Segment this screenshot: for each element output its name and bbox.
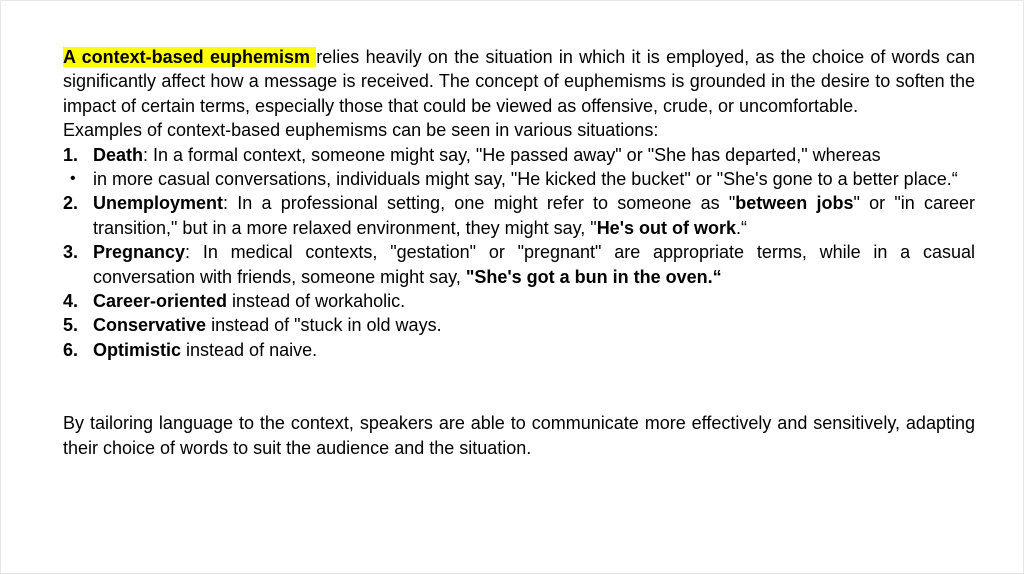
list-term: Death [93,144,144,165]
list-number: 2. [63,193,79,214]
list-text: : In a formal context, someone might say, "He passed away" or "She has departed," whereas [143,144,881,165]
list-number: 1. [63,144,79,165]
slide-content [63,45,975,460]
spacer [63,362,975,411]
list-text: instead of workaholic. [227,291,406,312]
bullet-dot: • [70,170,76,188]
list-number: 4. [63,291,79,312]
list-term: Pregnancy [93,242,186,263]
list-term: Career-oriented [93,291,228,312]
examples-intro: Examples of context-based euphemisms can be seen in various situations: [63,120,659,141]
bullet-text: in more casual conversations, individuals might say, "He kicked the bucket" or "She's gone to a better place.“ [93,169,958,190]
list-item-pregnancy [63,240,975,289]
bullet-item [63,167,975,191]
list-text: instead of naive. [181,339,318,360]
highlighted-term: A context-based euphemism [63,47,317,67]
list-text: " or "in career transition," but in a more relaxed environment, they might say, " [93,193,975,238]
list-text: .“ [735,217,747,238]
list-term: Unemployment [93,193,224,214]
list-term: Optimistic [93,339,182,360]
list-number: 6. [63,339,79,360]
list-term: Conservative [93,315,207,336]
list-item-unemployment [63,191,975,240]
list-text: : In medical contexts, "gestation" or "pregnant" are appropriate terms, while in a casual conversation with friends, someone might say, [93,242,975,287]
list-item-death [63,143,975,167]
list-item-career-oriented [63,289,975,313]
list-bold-phrase: between jobs [735,193,854,214]
list-item-conservative [63,313,975,337]
intro-paragraph-text: relies heavily on the situation in which it is employed, as the choice of words can significantly affect how a message is received. The concept of euphemisms is grounded in the desire to soften the impact of certain terms, especially those that could be viewed as offensive, crude, or uncomfortable. [63,47,976,116]
closing-paragraph: By tailoring language to the context, speakers are able to communicate more effectively and sensitively, adapting their choice of words to suit the audience and the situation. [63,413,975,458]
list-item-optimistic [63,338,975,362]
list-bold-phrase: "She's got a bun in the oven.“ [465,266,722,287]
list-bold-phrase: He's out of work [596,217,736,238]
list-number: 3. [63,242,79,263]
intro-paragraph [63,45,975,118]
list-text: instead of "stuck in old ways. [206,315,442,336]
list-text: : In a professional setting, one might refer to someone as " [223,193,736,214]
list-number: 5. [63,315,79,336]
